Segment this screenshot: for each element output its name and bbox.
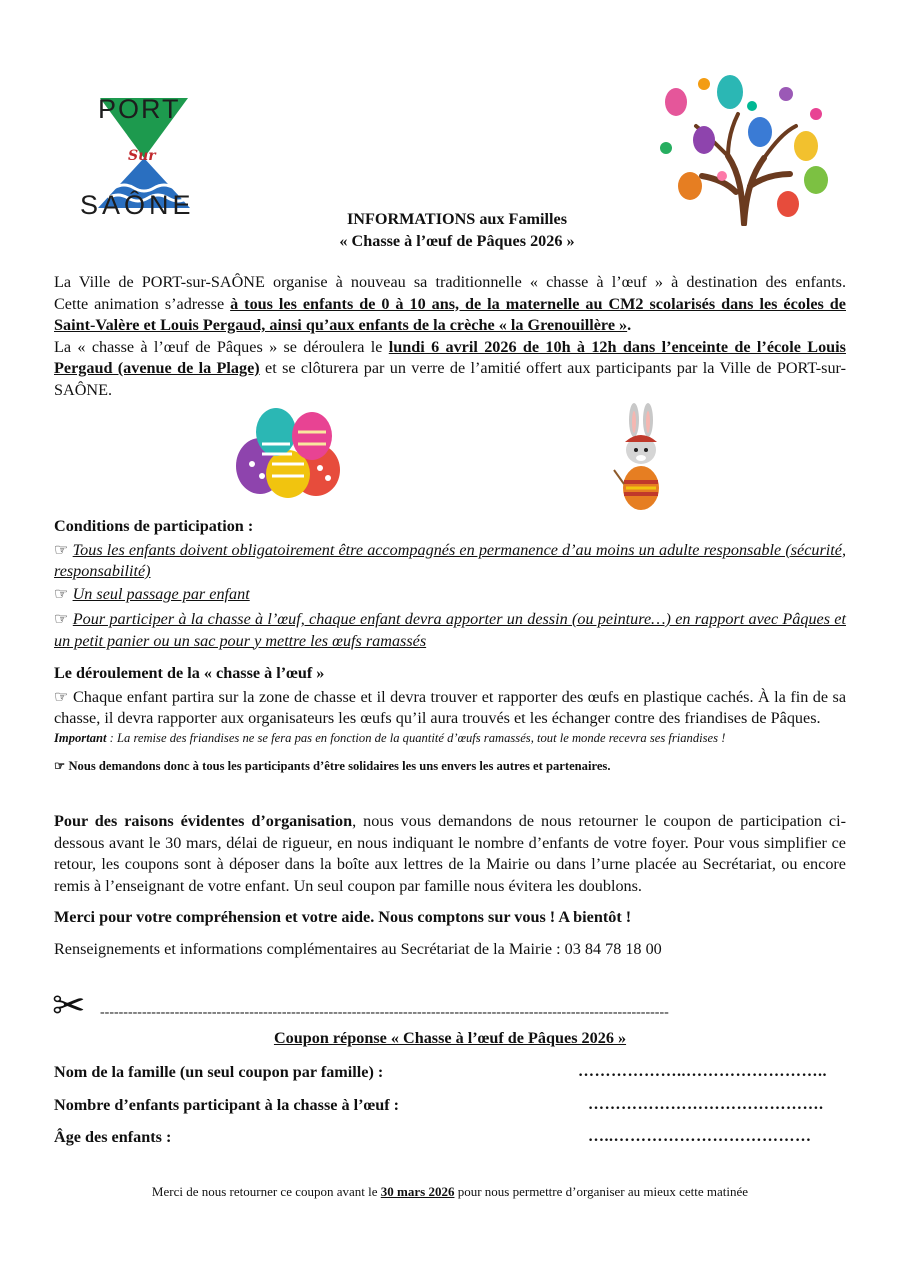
title-line-2: « Chasse à l’œuf de Pâques 2026 » bbox=[339, 232, 575, 250]
deroulement-body: Chaque enfant partira sur la zone de chasse et il devra trouver et rapporter des œufs en plastique cachés. À la fin de sa chasse, il devra rapporter aux organisateurs les œufs qu’il aura trouvés et les échanger contre des friandises de Pâques. bbox=[54, 687, 847, 727]
condition-item bbox=[54, 540, 846, 583]
logo-sur-text: Sur bbox=[128, 148, 156, 164]
egg-green bbox=[804, 166, 828, 194]
footer-deadline: 30 mars 2026 bbox=[380, 1184, 455, 1199]
easter-eggs-pile-illustration bbox=[232, 404, 354, 498]
coupon-title: Coupon réponse « Chasse à l’œuf de Pâques 2026 » bbox=[273, 1029, 627, 1047]
coupon-field-label: Nombre d’enfants participant à la chasse à l’œuf : bbox=[54, 1096, 400, 1114]
intro-p3-start: La « chasse à l’œuf de Pâques » se déroulera le bbox=[54, 337, 389, 356]
egg-blue bbox=[748, 117, 772, 147]
thanks-line: Merci pour votre compréhension et votre aide. Nous comptons sur vous ! A bientôt ! bbox=[54, 908, 632, 926]
intro-p2-audience: à tous les enfants de 0 à 10 ans, de la maternelle au CM2 scolarisés dans les écoles de Saint-Valère et Louis Pergaud, ainsi qu’aux enfants de la crèche « la Grenouillère » bbox=[54, 294, 846, 334]
port-sur-saone-logo bbox=[78, 96, 208, 222]
cut-line: -------------------------------------------------------------------------------------------------------------------------- bbox=[100, 1005, 669, 1020]
logo-port-text: PORT bbox=[98, 94, 181, 124]
intro-paragraph-1: La Ville de PORT-sur-SAÔNE organise à nouveau sa traditionnelle « chasse à l’œuf » à destination des enfants. bbox=[54, 273, 846, 291]
egg-purple bbox=[693, 126, 715, 154]
organisation-body: , nous vous demandons de nous retourner le coupon de participation ci-dessous avant le 30 mars, délai de rigueur, en nous indiquant le nombre d’enfants de votre foyer. Pour vous simplifier ce retour, les coupons sont à déposer dans la boîte aux lettres de la Mairie ou dans l’urne placée au Secrétariat, ou encore remis à l’enseignant de votre enfant. Un seul coupon par famille nous évitera les doublons. bbox=[54, 812, 846, 895]
important-note bbox=[54, 730, 846, 746]
solidarity-text: Nous demandons donc à tous les participants d’être solidaires les uns envers les autres et partenaires. bbox=[68, 758, 611, 773]
page-title bbox=[300, 208, 614, 252]
coupon-field-blank[interactable]: ……………………………………. bbox=[588, 1096, 824, 1113]
egg-red bbox=[777, 191, 799, 217]
coupon-footer bbox=[40, 1184, 860, 1200]
info-line: Renseignements et informations complémentaires au Secrétariat de la Mairie : 03 84 78 18 00 bbox=[54, 939, 662, 958]
deroulement-section bbox=[54, 663, 846, 774]
easter-tree-illustration bbox=[656, 74, 832, 226]
coupon-field-label: Nom de la famille (un seul coupon par famille) : bbox=[54, 1063, 384, 1081]
important-label: Important bbox=[54, 730, 107, 745]
condition-text: Pour participer à la chasse à l’œuf, chaque enfant devra apporter un dessin (ou peinture…) en rapport avec Pâques et un petit panier ou un sac pour y mettre les œufs ramassés bbox=[54, 610, 846, 650]
coupon-field-label: Âge des enfants : bbox=[54, 1128, 172, 1146]
conditions-section bbox=[54, 516, 846, 652]
condition-item bbox=[54, 609, 846, 652]
condition-text: Tous les enfants doivent obligatoirement être accompagnés en permanence d’au moins un adulte responsable (sécurité, responsabilité) bbox=[54, 540, 847, 580]
pointing-hand-icon: ☞ bbox=[54, 540, 69, 559]
footer-end: pour nous permettre d’organiser au mieux cette matinée bbox=[454, 1184, 749, 1199]
easter-bunny-illustration bbox=[610, 402, 672, 514]
footer-start: Merci de nous retourner ce coupon avant le bbox=[151, 1184, 381, 1199]
egg-pink bbox=[665, 88, 687, 116]
coupon-field-blank[interactable]: …..……………………………… bbox=[588, 1128, 812, 1145]
intro-paragraph-3 bbox=[54, 337, 846, 402]
intro-paragraph-2 bbox=[54, 294, 846, 337]
egg-teal bbox=[717, 75, 743, 109]
scissors-icon: ✂ bbox=[52, 983, 86, 1028]
condition-text: Un seul passage par enfant bbox=[72, 584, 250, 603]
coupon-field-blank[interactable]: ………………..…………………….. bbox=[578, 1063, 827, 1080]
intro-p2-start: Cette animation s’adresse bbox=[54, 294, 231, 313]
solidarity-note bbox=[54, 758, 846, 774]
pointing-hand-icon: ☞ bbox=[54, 758, 66, 773]
intro-p2-end: . bbox=[627, 316, 632, 334]
intro-p3-date-place: lundi 6 avril 2026 de 10h à 12h dans l’enceinte de l’école Louis Pergaud (avenue de la Plage) bbox=[54, 337, 846, 377]
organisation-paragraph bbox=[54, 811, 846, 897]
pointing-hand-icon: ☞ bbox=[54, 584, 69, 603]
important-text: : La remise des friandises ne se fera pas en fonction de la quantité d’œufs ramassés, tout le monde recevra ses friandises ! bbox=[106, 730, 726, 745]
intro-section bbox=[54, 272, 846, 401]
organisation-lead: Pour des raisons évidentes d’organisation bbox=[54, 812, 353, 830]
egg-orange bbox=[678, 172, 702, 200]
title-line-1: INFORMATIONS aux Familles bbox=[346, 210, 568, 228]
deroulement-heading: Le déroulement de la « chasse à l’œuf » bbox=[54, 664, 325, 682]
intro-p3-end: et se clôturera par un verre de l’amitié offert aux participants par la Ville de PORT-sur-SAÔNE. bbox=[54, 359, 846, 399]
logo-saone-text: SAÔNE bbox=[80, 190, 195, 220]
pointing-hand-icon: ☞ bbox=[54, 610, 69, 628]
pointing-hand-icon: ☞ bbox=[54, 687, 69, 706]
condition-item bbox=[54, 584, 846, 606]
egg-yellow bbox=[794, 131, 818, 161]
organisation-section bbox=[54, 811, 846, 960]
deroulement-text bbox=[54, 687, 846, 730]
conditions-heading: Conditions de participation : bbox=[54, 517, 254, 535]
